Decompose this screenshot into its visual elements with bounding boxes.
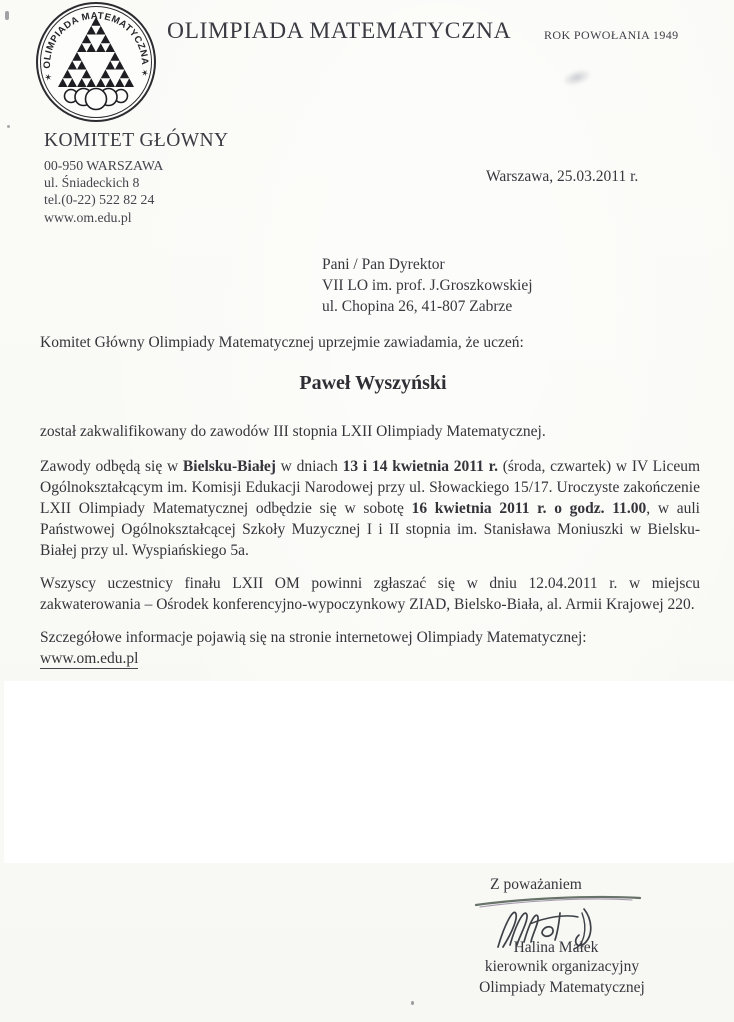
note-line: Szczegółowe informacje pojawią się na stronie internetowej Olimpiady Matematycznej:: [40, 629, 587, 646]
scan-speck: [7, 125, 10, 128]
scan-speck: [411, 1001, 414, 1005]
qualification-line: został zakwalifikowany do zawodów III stopnia LXII Olimpiady Matematycznej.: [40, 423, 546, 440]
student-name: Paweł Wyszyński: [299, 372, 447, 394]
handwritten-signature: [472, 891, 648, 953]
website-link: www.om.edu.pl: [40, 650, 139, 667]
sender-name: KOMITET GŁÓWNY: [44, 130, 229, 151]
signer-title: kierownik organizacyjny: [484, 958, 640, 975]
sender-phone: tel.(0-22) 522 82 24: [44, 192, 155, 208]
recipient-address-block: [322, 254, 533, 317]
scan-smudge: [560, 66, 593, 90]
dateline: Warszawa, 25.03.2011 r.: [486, 168, 639, 185]
intro-line: Komitet Główny Olimpiady Matematycznej uprzejmie zawiadamia, że uczeń:: [40, 334, 524, 351]
signer-name: Halina Małek: [513, 939, 599, 956]
recipient-line: VII LO im. prof. J.Groszkowskiej: [322, 277, 533, 294]
closing-block: [440, 876, 690, 998]
letterhead-founded-year: ROK POWOŁANIA 1949: [544, 28, 679, 42]
signer-organization: Olimpiady Matematycznej: [479, 978, 645, 996]
recipient-line: Pani / Pan Dyrektor: [322, 256, 445, 273]
recipient-line: ul. Chopina 26, 41-807 Zabrze: [322, 298, 513, 315]
scan-speck: [5, 11, 9, 20]
logo-ring-text: ✶ OLIMPIADA MATEMATYCZNA ✶: [41, 10, 151, 83]
paragraph-competition-details: Zawody odbędą się w Bielsku-Białej w dniach 13 i 14 kwietnia 2011 r. (środa, czwartek) w IV Liceum Ogólnokształcącym im. Komisji Edukacji Narodowej przy ul. Słowackiego 15/17. Uroczyste zakończenie LXII Olimpiady Matematycznej odbędzie się w sobotę 16 kwietnia 2011 r. o godz. 11.00, w auli Państwowej Ogólnokształcącej Szkoły Muzycznej I i II stopnia im. Stanisława Moniuszki w Bielsku-Białej przy ul. Wyspiańskiego 5a.: [40, 458, 701, 559]
sender-street: ul. Śniadeckich 8: [44, 175, 140, 191]
paragraph-accommodation: Wszyscy uczestnicy finału LXII OM powinni zgłaszać się w dniu 12.04.2011 r. w miejscu zakwaterowania – Ośrodek konferencyjno-wypoczynkowy ZIAD, Bielsko-Biała, al. Armii Krajowej 220.: [40, 575, 700, 613]
sender-website: www.om.edu.pl: [44, 209, 132, 225]
sender-address-block: [44, 130, 229, 226]
sender-postal: 00-950 WARSZAWA: [44, 158, 164, 173]
redacted-white-area: [4, 681, 734, 863]
letter-body: [40, 456, 700, 669]
salutation: Z poważaniem: [490, 876, 582, 893]
om-logo: [33, 1, 159, 123]
letterhead-title: OLIMPIADA MATEMATYCZNA: [167, 18, 512, 44]
om-logo-badge: [33, 1, 159, 123]
